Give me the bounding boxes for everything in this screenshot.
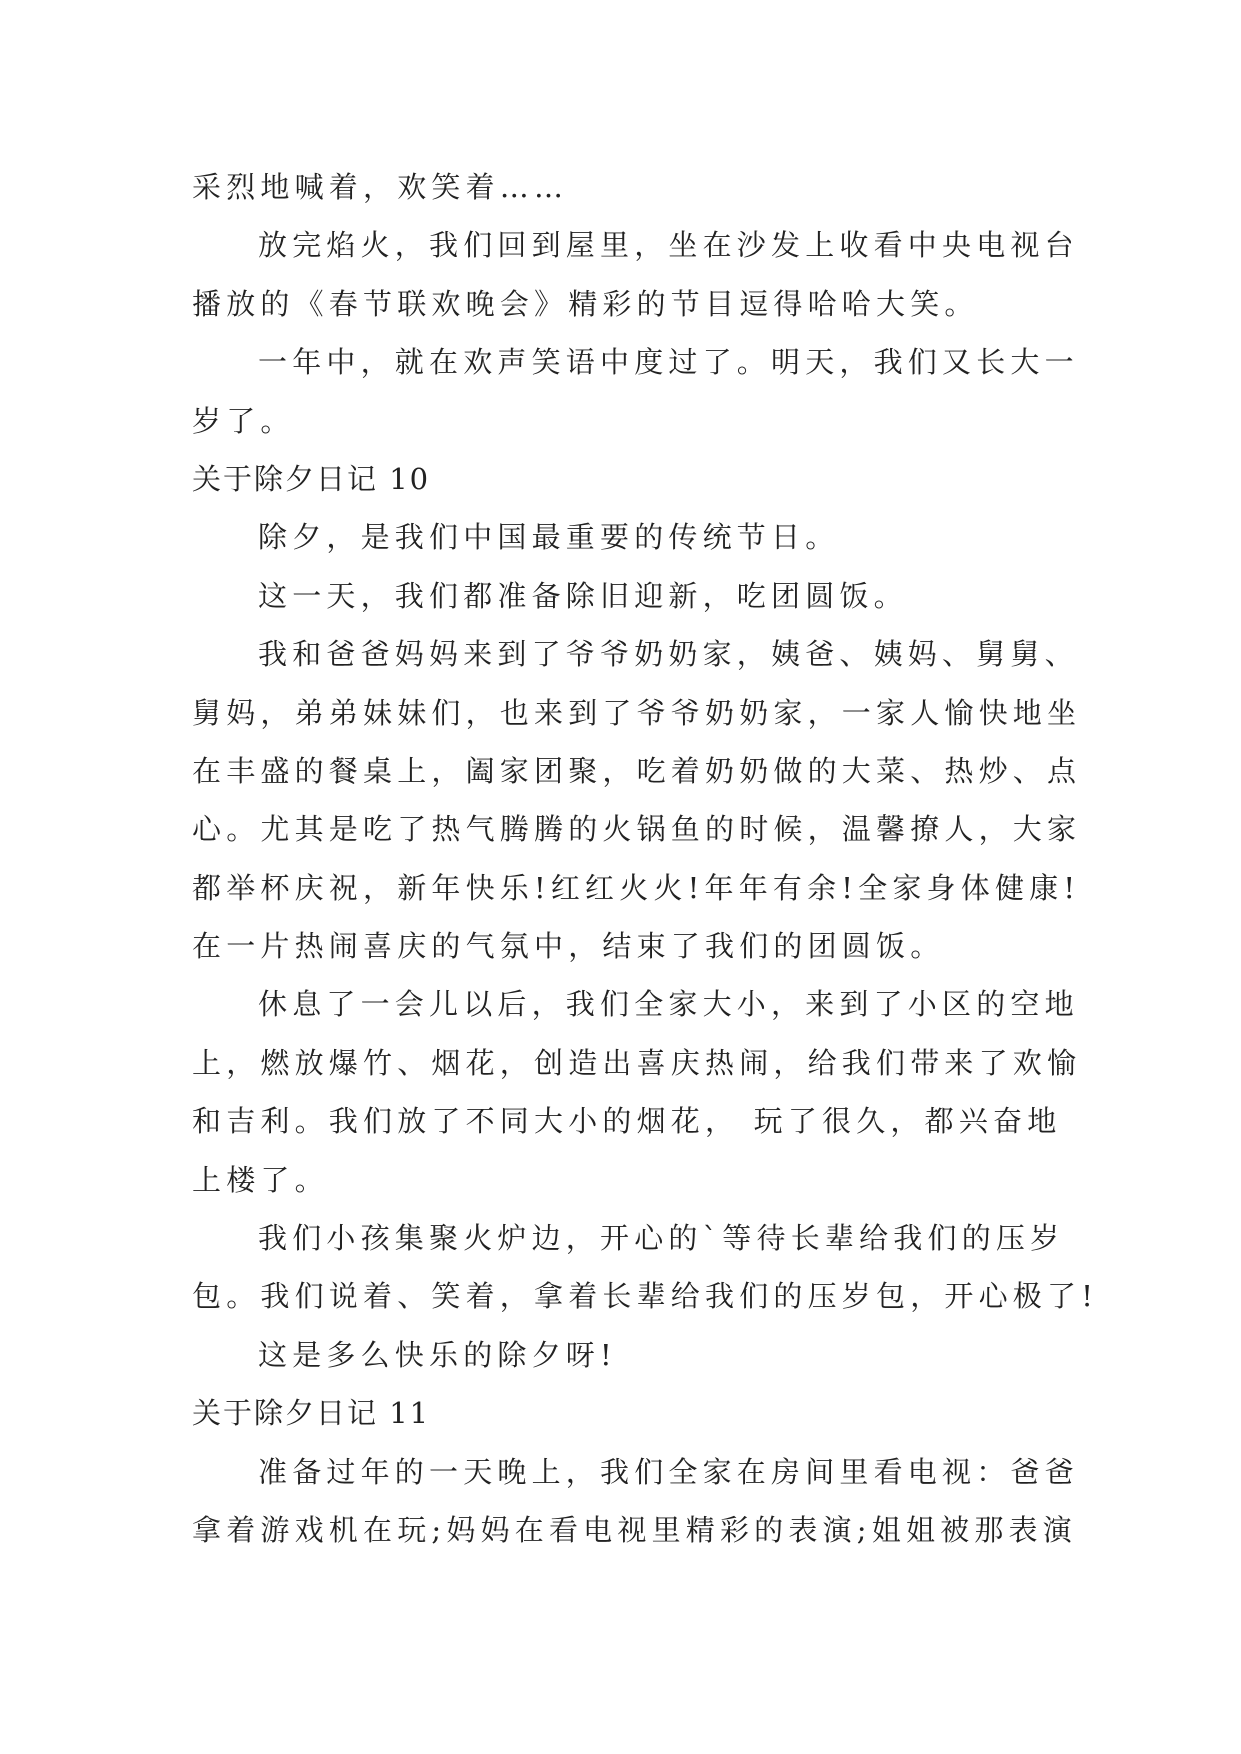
paragraph-line: 休息了一会儿以后，我们全家大小，来到了小区的空地 <box>258 987 1079 1022</box>
paragraph-line: 我们小孩集聚火炉边，开心的`等待长辈给我们的压岁 <box>258 1221 1065 1256</box>
paragraph-line: 放完焰火，我们回到屋里，坐在沙发上收看中央电视台 <box>258 228 1079 263</box>
paragraph-line: 这一天，我们都准备除旧迎新，吃团圆饭。 <box>258 578 908 613</box>
paragraph-line: 都举杯庆祝，新年快乐!红红火火!年年有余!全家身体健康! <box>192 870 1081 905</box>
paragraph-line: 上楼了。 <box>192 1162 329 1197</box>
paragraph-line: 一年中，就在欢声笑语中度过了。明天，我们又长大一 <box>258 345 1079 380</box>
paragraph-line: 舅妈，弟弟妹妹们，也来到了爷爷奶奶家，一家人愉快地坐 <box>192 695 1082 730</box>
paragraph-line: 岁了。 <box>192 403 295 438</box>
paragraph-line: 和吉利。我们放了不同大小的烟花， 玩了很久，都兴奋地 <box>192 1104 1062 1139</box>
document-body <box>192 158 1099 1559</box>
paragraph-line: 这是多么快乐的除夕呀! <box>258 1337 617 1372</box>
paragraph-line: 包。我们说着、笑着，拿着长辈给我们的压岁包，开心极了! <box>192 1279 1099 1314</box>
paragraph-line: 我和爸爸妈妈来到了爷爷奶奶家，姨爸、姨妈、舅舅、 <box>258 637 1079 672</box>
paragraph-line: 在丰盛的餐桌上，阖家团聚，吃着奶奶做的大菜、热炒、点 <box>192 753 1082 788</box>
paragraph-line: 拿着游戏机在玩;妈妈在看电视里精彩的表演;姐姐被那表演 <box>192 1512 1077 1547</box>
paragraph-line: 准备过年的一天晚上，我们全家在房间里看电视：爸爸 <box>258 1454 1079 1489</box>
paragraph-line: 上，燃放爆竹、烟花，创造出喜庆热闹，给我们带来了欢愉 <box>192 1045 1082 1080</box>
paragraph-line: 采烈地喊着，欢笑着…… <box>192 170 569 204</box>
paragraph-line: 播放的《春节联欢晚会》精彩的节目逗得哈哈大笑。 <box>192 286 979 321</box>
section-heading: 关于除夕日记 10 <box>192 461 431 496</box>
section-heading: 关于除夕日记 11 <box>192 1396 431 1431</box>
paragraph-line: 心。尤其是吃了热气腾腾的火锅鱼的时候，温馨撩人，大家 <box>192 812 1082 847</box>
paragraph-line: 除夕，是我们中国最重要的传统节日。 <box>258 520 840 555</box>
paragraph-line: 在一片热闹喜庆的气氛中，结束了我们的团圆饭。 <box>192 929 945 964</box>
